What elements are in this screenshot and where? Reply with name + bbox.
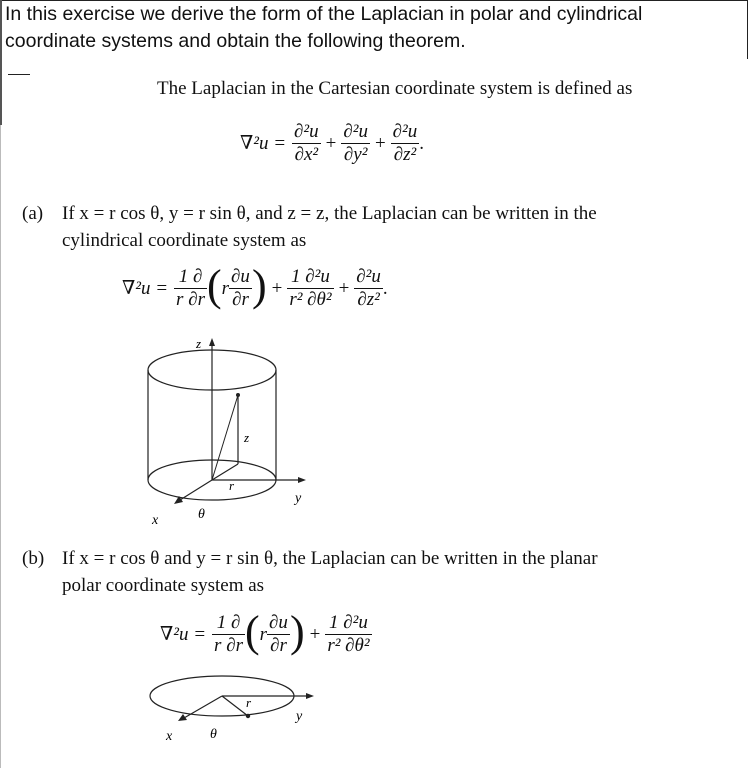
plus-sign: + <box>271 277 283 299</box>
polar-frac-2: $\frac{\partial u}{\partial r}$ <box>269 612 288 656</box>
plus-sign: + <box>374 132 386 154</box>
plus-sign: + <box>325 132 337 154</box>
paren-close: ) <box>251 260 267 310</box>
z-axis-arrow <box>209 338 215 346</box>
polar-point <box>246 714 250 718</box>
cylindrical-equation <box>122 260 388 311</box>
position-vector <box>212 395 238 480</box>
paren-close: ) <box>289 606 305 656</box>
plus-sign: + <box>309 623 321 645</box>
part-a-label: (a) <box>22 203 44 224</box>
part-b-line-2: polar coordinate system as <box>62 575 265 596</box>
part-a-line-2: cylindrical coordinate system as <box>62 230 307 251</box>
divider-mark <box>8 74 30 75</box>
cyl-frac-1: $\frac{1 \partial}{r \partial r}$ <box>176 266 205 310</box>
cylinder-figure <box>130 330 330 530</box>
z-height-label: z <box>244 430 250 445</box>
cyl-frac-2: $\frac{\partial u}{\partial r}$ <box>231 266 250 310</box>
polar-y-label: y <box>296 709 303 724</box>
polar-x-label: x <box>166 729 173 744</box>
polar-r-label: r <box>246 695 252 710</box>
intro-line-2: coordinate systems and obtain the following theorem. <box>5 30 466 52</box>
cylindrical-lhs: ∇²u = <box>122 278 169 299</box>
cartesian-term-y: $\frac{\text{∂²u}}{\text{∂y²}}$ <box>343 121 368 165</box>
polar-frac-3: $\frac{\text{1 ∂²u}}{\text{r² ∂θ²}}$ <box>327 612 370 656</box>
y-axis-arrow <box>298 477 306 483</box>
paren-open: ( <box>206 260 222 310</box>
polar-lhs: ∇²u = <box>160 624 207 645</box>
point-marker <box>236 393 240 397</box>
part-b-line-1: If x = r cos θ and y = r sin θ, the Laplacian can be written in the planar <box>62 548 598 569</box>
period: . <box>419 132 425 154</box>
polar-frac-1: $\frac{1 \partial}{r \partial r}$ <box>214 612 243 656</box>
z-axis-label: z <box>196 336 202 351</box>
cyl-frac-3: $\frac{\text{1 ∂²u}}{\text{r² ∂θ²}}$ <box>289 266 332 310</box>
part-b-label: (b) <box>22 548 45 569</box>
paren-open: ( <box>244 606 260 656</box>
polar-y-arrow <box>306 693 314 699</box>
cyl-frac-4: $\frac{\text{∂²u}}{\text{∂z²}}$ <box>356 266 381 310</box>
polar-equation <box>160 606 372 657</box>
cartesian-equation <box>240 121 424 166</box>
part-a-line-1: If x = r cos θ, y = r sin θ, and z = z, the Laplacian can be written in the <box>62 203 597 224</box>
cartesian-lhs: ∇²u = <box>240 133 287 154</box>
x-axis <box>180 480 212 500</box>
polar-figure <box>140 672 340 768</box>
polar-r-segment <box>222 696 248 716</box>
polar-x-axis <box>184 696 222 718</box>
intro-line-1: In this exercise we derive the form of the Laplacian in polar and cylindrical <box>5 3 643 25</box>
cartesian-term-x: $\frac{\text{∂²u}}{\text{∂x²}}$ <box>294 121 319 165</box>
inner-r: r <box>221 277 230 299</box>
inner-r: r <box>259 623 268 645</box>
x-label: x <box>152 513 159 528</box>
r-label: r <box>229 478 235 493</box>
theorem-intro: The Laplacian in the Cartesian coordinate system is defined as <box>157 78 633 99</box>
cartesian-term-z: $\frac{\text{∂²u}}{\text{∂z²}}$ <box>392 121 418 165</box>
left-rule <box>0 0 2 125</box>
y-label: y <box>295 491 302 506</box>
plus-sign: + <box>338 277 350 299</box>
period: . <box>382 277 388 299</box>
left-rule-faint <box>0 125 1 768</box>
theta-label: θ <box>198 507 205 522</box>
polar-theta-label: θ <box>210 727 217 742</box>
